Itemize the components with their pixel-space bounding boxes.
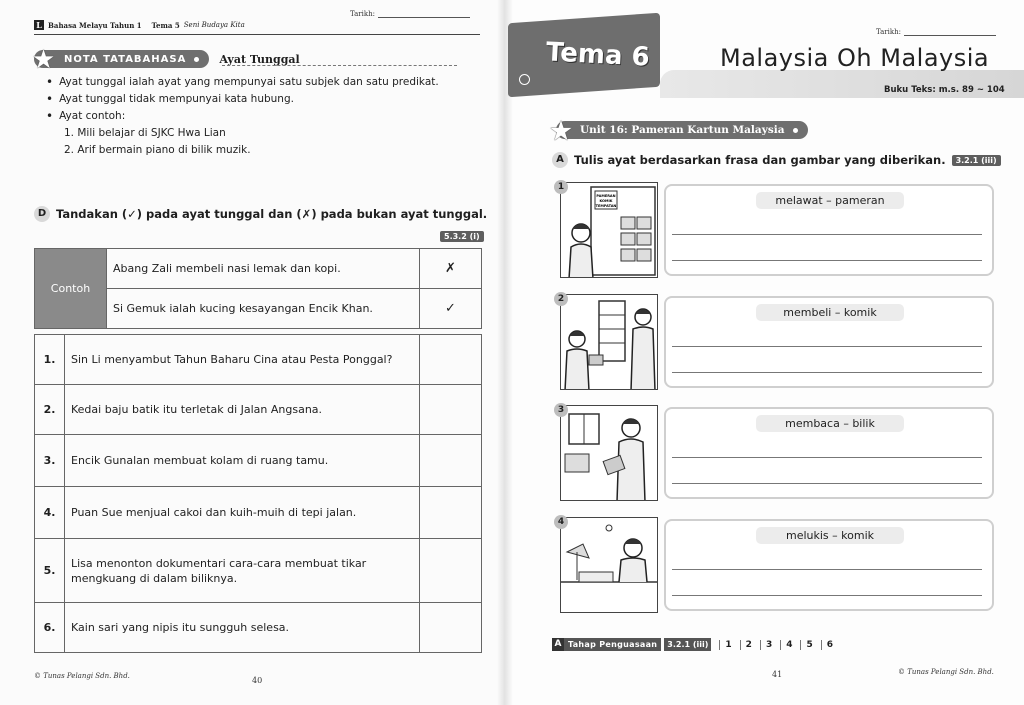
table-row — [35, 487, 482, 539]
theme-label: Tema 5 — [151, 20, 180, 30]
phrase-label: melawat – pameran — [756, 192, 904, 209]
topic-label: Seni Budaya Kita — [183, 21, 245, 29]
tahap-letter: A — [552, 638, 564, 651]
exercise-table — [34, 248, 482, 329]
contoh-text: Si Gemuk ialah kucing kesayangan Encik Khan. — [107, 289, 420, 329]
nota-label: NOTA TATABAHASA — [64, 53, 187, 65]
example-item: 2. Arif bermain piano di bilik muzik. — [64, 144, 251, 156]
question-number: 2. — [35, 385, 65, 435]
unit-pill — [550, 116, 808, 145]
skill-code-badge: 5.3.2 (i) — [440, 231, 484, 242]
unit-banner — [550, 116, 808, 145]
svg-text:TEMPATAN: TEMPATAN — [595, 204, 617, 208]
answer-box-1[interactable] — [664, 184, 994, 276]
tarikh-label: Tarikh: — [876, 28, 901, 36]
phrase-label: membaca – bilik — [756, 415, 904, 432]
table-row — [35, 539, 482, 603]
unit-label: Unit 16: Pameran Kartun Malaysia — [580, 124, 785, 136]
tahap-levels — [719, 640, 833, 650]
publisher-logo-icon: L — [34, 20, 44, 30]
answer-box[interactable] — [420, 335, 482, 385]
left-tarikh — [350, 10, 470, 18]
answer-line[interactable] — [672, 234, 982, 235]
question-text: Sin Li menyambut Tahun Baharu Cina atau Pesta Ponggal? — [65, 335, 420, 385]
tarikh-label: Tarikh: — [350, 10, 375, 18]
section-letter: D — [34, 206, 50, 222]
answer-box[interactable] — [420, 487, 482, 539]
contoh-mark: ✗ — [420, 249, 482, 289]
tarikh-line[interactable] — [904, 30, 996, 36]
table-row — [35, 603, 482, 653]
answer-line[interactable] — [672, 569, 982, 570]
level-5[interactable]: 5 — [800, 640, 812, 650]
skill-code-badge: 3.2.1 (iii) — [952, 155, 1001, 166]
item-number: 4 — [554, 515, 568, 529]
question-text: Lisa menonton dokumentari cara-cara membuat tikar mengkuang di dalam biliknya. — [65, 539, 420, 603]
buku-teks-label: Buku Teks: m.s. 89 ~ 104 — [884, 85, 1005, 95]
svg-text:KOMIK: KOMIK — [599, 199, 613, 203]
item-number: 3 — [554, 403, 568, 417]
table-row — [35, 435, 482, 487]
question-text: Puan Sue menjual cakoi dan kuih-muih di tepi jalan. — [65, 487, 420, 539]
svg-text:PAMERAN: PAMERAN — [596, 194, 616, 198]
question-number: 6. — [35, 603, 65, 653]
contoh-text: Abang Zali membeli nasi lemak dan kopi. — [107, 249, 420, 289]
question-number: 1. — [35, 335, 65, 385]
section-a-instruction — [552, 152, 1001, 168]
left-copyright: © Tunas Pelangi Sdn. Bhd. — [34, 672, 130, 680]
question-text: Kain sari yang nipis itu sungguh selesa. — [65, 603, 420, 653]
item-number: 2 — [554, 292, 568, 306]
nota-bullets — [46, 74, 439, 159]
level-3[interactable]: 3 — [760, 640, 772, 650]
illustration-drawing — [560, 517, 658, 613]
dot-icon — [194, 57, 199, 62]
circle-icon — [519, 74, 530, 85]
subject-label: Bahasa Melayu Tahun 1 — [48, 20, 142, 30]
answer-box-4[interactable] — [664, 519, 994, 611]
answer-box[interactable] — [420, 603, 482, 653]
dot-icon — [793, 128, 798, 133]
table-row — [35, 385, 482, 435]
answer-box[interactable] — [420, 385, 482, 435]
nota-dash-line — [222, 65, 457, 66]
illustration-exhibition — [560, 182, 658, 278]
right-copyright: © Tunas Pelangi Sdn. Bhd. — [898, 668, 994, 676]
bullet-item: • Ayat tunggal ialah ayat yang mempunyai satu subjek dan satu predikat. — [46, 74, 439, 91]
nota-banner — [31, 45, 300, 75]
tahap-label: Tahap Penguasaan — [564, 638, 661, 651]
section-d-code — [440, 224, 484, 243]
book-gutter — [497, 0, 513, 705]
answer-line[interactable] — [672, 457, 982, 458]
nota-title: Ayat Tunggal — [219, 52, 300, 66]
tema-label: Tema 6 — [545, 37, 651, 73]
bullet-item: • Ayat tunggal tidak mempunyai kata hubung. — [46, 91, 439, 108]
right-page-number: 41 — [772, 670, 783, 679]
illustration-bedroom — [560, 405, 658, 501]
tarikh-line[interactable] — [378, 12, 470, 18]
illustration-shop — [560, 294, 658, 390]
instruction-text: Tulis ayat berdasarkan frasa dan gambar yang diberikan. — [574, 153, 946, 167]
phrase-label: melukis – komik — [756, 527, 904, 544]
table-row — [35, 335, 482, 385]
level-1[interactable]: 1 — [719, 640, 731, 650]
question-text: Encik Gunalan membuat kolam di ruang tamu. — [65, 435, 420, 487]
table-row — [35, 249, 482, 289]
instruction-text: Tandakan (✓) pada ayat tunggal dan (✗) pada bukan ayat tunggal. — [56, 207, 488, 221]
question-number: 5. — [35, 539, 65, 603]
item-number: 1 — [554, 180, 568, 194]
answer-line[interactable] — [672, 346, 982, 347]
section-d-instruction — [34, 206, 487, 222]
answer-line[interactable] — [672, 260, 982, 261]
header-rule — [34, 34, 480, 35]
page-title: Malaysia Oh Malaysia — [720, 44, 990, 72]
question-number: 4. — [35, 487, 65, 539]
question-table — [34, 334, 482, 653]
answer-line[interactable] — [672, 595, 982, 596]
answer-box-2[interactable] — [664, 296, 994, 388]
right-tarikh — [876, 28, 996, 36]
answer-box[interactable] — [420, 435, 482, 487]
tahap-code: 3.2.1 (iii) — [664, 638, 711, 651]
contoh-cell: Contoh — [35, 249, 107, 329]
tahap-penguasaan — [552, 638, 833, 651]
answer-box-3[interactable] — [664, 407, 994, 499]
phrase-label: membeli – komik — [756, 304, 904, 321]
star-icon: ★ — [31, 45, 57, 75]
contoh-mark: ✓ — [420, 289, 482, 329]
level-6[interactable]: 6 — [821, 640, 833, 650]
bullet-item: • Ayat contoh: — [46, 108, 439, 125]
left-header — [34, 20, 245, 30]
level-4[interactable]: 4 — [780, 640, 792, 650]
example-item: 1. Mili belajar di SJKC Hwa Lian — [64, 127, 226, 139]
question-text: Kedai baju batik itu terletak di Jalan Angsana. — [65, 385, 420, 435]
left-page-number: 40 — [252, 676, 263, 685]
nota-pill — [31, 45, 209, 75]
level-2[interactable]: 2 — [740, 640, 752, 650]
star-icon: ★ — [550, 116, 572, 145]
section-letter: A — [552, 152, 568, 168]
answer-line[interactable] — [672, 483, 982, 484]
answer-box[interactable] — [420, 539, 482, 603]
question-number: 3. — [35, 435, 65, 487]
answer-line[interactable] — [672, 372, 982, 373]
